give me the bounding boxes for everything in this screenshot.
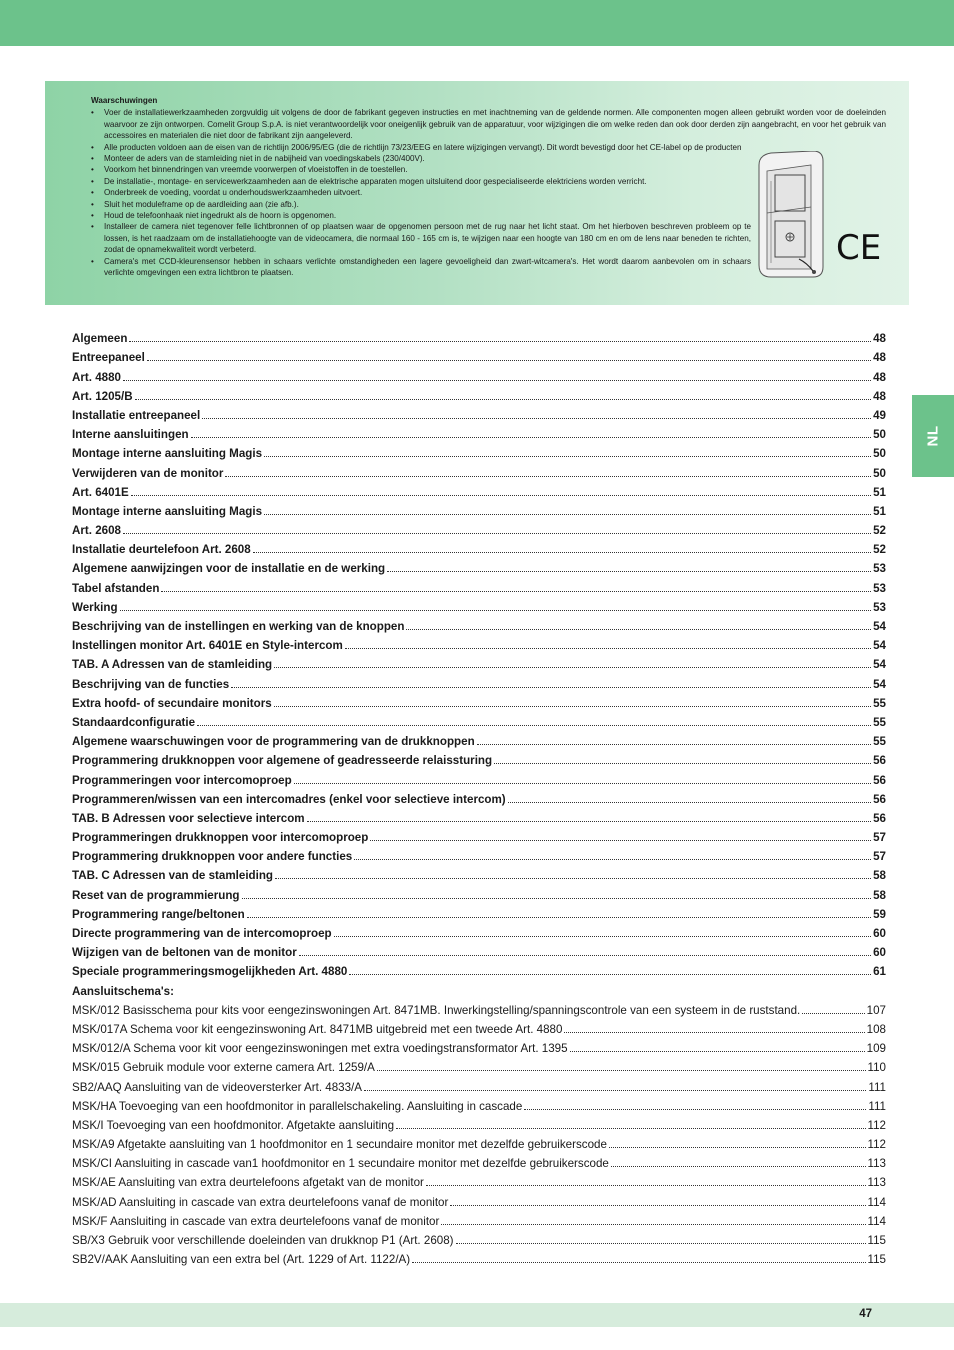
toc-dot-leader (611, 1166, 866, 1167)
toc-dot-leader (197, 725, 871, 726)
toc-dot-leader (387, 571, 871, 572)
toc-entry-title: MSK/CI Aansluiting in cascade van1 hoofdmonitor en 1 secundaire monitor met dezelfde gebruikerscode (72, 1157, 609, 1171)
toc-entry-page: 50 (873, 466, 886, 480)
toc-entry[interactable] (72, 652, 886, 671)
toc-entry[interactable] (72, 863, 886, 882)
toc-dot-leader (456, 1243, 866, 1244)
toc-entry-page: 115 (867, 1253, 886, 1267)
toc-entry-title: TAB. C Adressen van de stamleiding (72, 869, 274, 883)
toc-entry[interactable] (72, 902, 886, 921)
toc-dot-leader (450, 1205, 865, 1206)
toc-entry-page: 57 (873, 850, 886, 864)
toc-dot-leader (570, 1051, 865, 1052)
toc-dot-leader (412, 1262, 865, 1263)
toc-entry-title: Beschrijving van de functies (72, 677, 230, 691)
toc-entry-title: Programmeringen drukknoppen voor intercomoproep (72, 831, 369, 845)
toc-dot-leader (396, 1128, 865, 1129)
toc-entry-title: Programmering range/beltonen (72, 907, 245, 921)
toc-entry-title: Beschrijving van de instellingen en werking van de knoppen (72, 620, 405, 633)
toc-entry-page: 114 (867, 1214, 886, 1228)
toc-entry[interactable] (72, 959, 886, 978)
page-number: 47 (859, 1308, 872, 1320)
toc-entry[interactable] (72, 326, 886, 345)
toc-entry-title: SB2/AAQ Aansluiting van de videoversterker Art. 4833/A (72, 1080, 363, 1094)
toc-entry-page: 50 (873, 447, 886, 461)
toc-entry-title: Aansluitschema's: (72, 984, 174, 998)
toc-entry-title: Tabel afstanden (72, 581, 160, 595)
toc-dot-leader (334, 936, 871, 937)
toc-entry-page: 114 (867, 1195, 886, 1209)
warning-item: • Camera's met CCD-kleurensensor hebben in schaars verlichte omstandigheden een lagere gevoeligheid dan zwart-witcamera's. Het wordt daarom aanbevolen om in schaars verlichte omgevingen een extra lichtbron te plaatsen. (91, 256, 751, 279)
toc-entry-title: MSK/A9 Afgetakte aansluiting van 1 hoofdmonitor en 1 secundaire monitor met dezelfde gebruikerscode (72, 1138, 607, 1152)
toc-entry-title: MSK/HA Toevoeging van een hoofdmonitor in parallelschakeling. Aansluiting in cascade (72, 1099, 523, 1113)
toc-entry-page: 49 (873, 408, 886, 422)
toc-entry-page: 53 (873, 562, 886, 576)
toc-entry-page: 109 (866, 1042, 886, 1056)
toc-dot-leader (231, 687, 871, 688)
toc-entry[interactable] (72, 1170, 886, 1189)
toc-entry[interactable] (72, 729, 886, 748)
toc-dot-leader (120, 610, 872, 611)
language-tab (912, 395, 954, 477)
toc-entry[interactable] (72, 825, 886, 844)
toc-entry-title: Reset van de programmierung (72, 888, 240, 902)
toc-dot-leader (253, 552, 871, 553)
toc-entry-title: MSK/AD Aansluiting in cascade van extra deurtelefoons vanaf de monitor (72, 1195, 449, 1209)
toc-entry[interactable] (72, 1151, 886, 1170)
warning-item: • Installeer de camera niet tegenover felle lichtbronnen of op plaatsen waar de opgenomen persoon met de rug naar het licht staat. Om het hierboven beschreven probleem op te lossen, is het raadzaam om de installatiehoogte van de videocamera, die normaal 160 - 165 cm is, te wijzigen naar een hoogte van 180 cm en om de lens naar beneden te richten, zodat de opnamekwaliteit wordt verbeterd. (91, 221, 751, 255)
toc-entry[interactable] (72, 441, 886, 460)
toc-dot-leader (370, 840, 871, 841)
toc-entry-page: 50 (873, 428, 886, 442)
toc-dot-leader (161, 591, 871, 592)
toc-entry-title: Programmeringen voor intercomoproep (72, 773, 292, 787)
toc-dot-leader (441, 1224, 865, 1225)
toc-dot-leader (147, 360, 871, 361)
toc-entry[interactable] (72, 575, 886, 594)
toc-entry[interactable] (72, 940, 886, 959)
toc-entry-title: Directe programmering van de intercomoproep (72, 927, 332, 940)
toc-entry-page: 113 (867, 1157, 886, 1171)
toc-dot-leader (274, 667, 871, 668)
toc-entry[interactable] (72, 422, 886, 441)
toc-entry-page: 111 (868, 1099, 886, 1113)
toc-entry[interactable] (72, 364, 886, 383)
language-tab-label: NL (924, 425, 942, 447)
toc-entry-page: 57 (873, 831, 886, 845)
toc-entry[interactable] (72, 921, 886, 940)
toc-entry-page: 48 (873, 351, 886, 365)
toc-entry[interactable] (72, 460, 886, 479)
toc-entry-title: Algemene aanwijzingen voor de installatie en de werking (72, 562, 386, 576)
toc-entry-page: 58 (873, 888, 886, 902)
toc-dot-leader (225, 476, 871, 477)
toc-entry-title: MSK/015 Gebruik module voor externe camera Art. 1259/A (72, 1061, 375, 1075)
toc-entry-page: 59 (873, 907, 886, 921)
toc-entry-title: Installatie deurtelefoon Art. 2608 (72, 543, 251, 557)
toc-dot-leader (131, 495, 871, 496)
toc-dot-leader (264, 456, 871, 457)
toc-entry-page: 52 (873, 543, 886, 557)
toc-entry-title: MSK/017A Schema voor kit eengezinswoning Art. 8471MB uitgebreid met een tweede Art. 4880 (72, 1022, 563, 1036)
toc-dot-leader (123, 380, 871, 381)
toc-entry-title: MSK/I Toevoeging van een hoofdmonitor. Afgetakte aansluiting (72, 1118, 395, 1132)
toc-dot-leader (191, 437, 871, 438)
toc-entry-title: Art. 6401E (72, 485, 129, 499)
toc-entry-page: 48 (873, 332, 886, 346)
toc-entry[interactable] (72, 710, 886, 729)
toc-entry[interactable] (72, 767, 886, 786)
toc-entry-page: 55 (873, 696, 886, 710)
toc-entry-title: Entreepaneel (72, 351, 145, 365)
toc-entry[interactable] (72, 633, 886, 652)
toc-entry-page: 56 (873, 773, 886, 787)
toc-entry-title: MSK/AE Aansluiting van extra deurtelefoons afgetakt van de monitor (72, 1176, 424, 1190)
toc-entry-title: SB2V/AAK Aansluiting van een extra bel (Art. 1229 of Art. 1122/A) (72, 1253, 411, 1267)
toc-entry-title: Speciale programmeringsmogelijkheden Art. 4880 (72, 965, 348, 979)
toc-entry[interactable] (72, 1094, 886, 1113)
toc-dot-leader (242, 898, 872, 899)
toc-dot-leader (406, 629, 871, 630)
warning-item: • Voorkom het binnendringen van vreemde voorwerpen of vloeistoffen in de toestellen. (91, 164, 751, 175)
toc-entry-page: 60 (873, 946, 886, 960)
toc-entry[interactable] (72, 882, 886, 901)
toc-entry-page: 55 (873, 735, 886, 749)
toc-entry-title: Programmeren/wissen van een intercomadres (enkel voor selectieve intercom) (72, 792, 506, 806)
toc-entry[interactable] (72, 518, 886, 537)
toc-dot-leader (524, 1109, 866, 1110)
toc-entry-title: SB/X3 Gebruik voor verschillende doeleinden van drukknop P1 (Art. 2608) (72, 1234, 454, 1247)
toc-dot-leader (564, 1032, 864, 1033)
toc-entry[interactable] (72, 537, 886, 556)
toc-entry-title: Algemeen (72, 332, 128, 346)
toc-dot-leader (307, 821, 871, 822)
toc-dot-leader (508, 802, 871, 803)
toc-dot-leader (609, 1147, 866, 1148)
top-header-bar (0, 0, 954, 46)
toc-entry-page: 54 (873, 677, 886, 691)
toc-entry[interactable] (72, 748, 886, 767)
toc-entry-title: Programmering drukknoppen voor algemene of geadresseerde relaissturing (72, 754, 493, 768)
toc-entry[interactable] (72, 1228, 886, 1247)
toc-entry-title: MSK/F Aansluiting in cascade van extra deurtelefoons vanaf de monitor (72, 1214, 440, 1228)
toc-dot-leader (477, 744, 871, 745)
toc-entry-title: MSK/012 Basisschema pour kits voor eengezinswoningen Art. 8471MB. Inwerkingstelling/spanningscontrole van een systeem in de ruststand. (72, 1003, 801, 1017)
toc-entry-page: 56 (873, 754, 886, 768)
toc-dot-leader (274, 706, 871, 707)
ce-mark-icon (836, 229, 888, 263)
toc-dot-leader (264, 514, 871, 515)
toc-dot-leader (494, 763, 871, 764)
toc-entry[interactable] (72, 806, 886, 825)
toc-entry-title: Montage interne aansluiting Magis (72, 447, 263, 461)
warning-item: • Sluit het moduleframe op de aardleiding aan (zie afb.). (91, 199, 751, 210)
toc-entry[interactable] (72, 671, 886, 690)
toc-entry-title: Montage interne aansluiting Magis (72, 504, 263, 518)
toc-entry-title: TAB. B Adressen voor selectieve intercom (72, 811, 305, 825)
toc-entry[interactable] (72, 1055, 886, 1074)
toc-dot-leader (364, 1090, 866, 1091)
warnings-box (45, 81, 909, 305)
toc-entry[interactable] (72, 844, 886, 863)
warning-item: • Alle producten voldoen aan de eisen van de richtlijn 2006/95/EG (die de richtlijn 73/23/EEG en latere wijzigingen vervangt). Dit wordt bevestigd door het CE-label op de producten (91, 142, 751, 153)
toc-entry-page: 110 (867, 1061, 886, 1075)
toc-entry-title: Standaardconfiguratie (72, 715, 196, 729)
toc-entry[interactable] (72, 998, 886, 1017)
toc-entry[interactable] (72, 978, 886, 997)
toc-entry-page: 53 (873, 581, 886, 595)
toc-entry-title: Installatie entreepaneel (72, 408, 201, 422)
toc-entry[interactable] (72, 1209, 886, 1228)
toc-dot-leader (802, 1013, 864, 1014)
toc-entry-page: 56 (873, 792, 886, 806)
toc-entry-page: 112 (867, 1138, 886, 1152)
toc-entry-title: Programmering drukknoppen voor andere functies (72, 850, 353, 864)
toc-dot-leader (129, 341, 871, 342)
module-frame-earthing-icon (753, 151, 825, 279)
toc-entry-page: 58 (873, 869, 886, 883)
toc-entry-page: 113 (867, 1176, 886, 1190)
toc-entry-page: 56 (873, 811, 886, 825)
toc-entry[interactable] (72, 403, 886, 422)
toc-entry-page: 54 (873, 639, 886, 653)
toc-entry-title: MSK/012/A Schema voor kit voor eengezinswoningen met extra voedingstransformator Art. 1395 (72, 1042, 568, 1056)
toc-entry-page: 48 (873, 370, 886, 384)
toc-entry-title: TAB. A Adressen van de stamleiding (72, 658, 273, 672)
toc-entry-page: 53 (873, 600, 886, 614)
toc-entry-page: 51 (873, 485, 886, 499)
toc-entry-page: 52 (873, 524, 886, 538)
warning-item: • Monteer de aders van de stamleiding niet in de nabijheid van voedingskabels (230/400V). (91, 153, 751, 164)
warning-item: • Houd de telefoonhaak niet ingedrukt als de hoorn is opgenomen. (91, 210, 751, 221)
toc-entry-page: 51 (873, 504, 886, 518)
warning-item: • Onderbreek de voeding, voordat u onderhoudswerkzaamheden uitvoert. (91, 187, 751, 198)
warning-item: • Voer de installatiewerkzaamheden zorgvuldig uit volgens de door de fabrikant gegeven instructies en met inachtneming van de geldende normen. Alle componenten mogen alleen gebruikt worden voor de doeleinden waarvoor ze zijn ontworpen. Comelit Group S.p.A. is niet verantwoordelijk voor oneigenlijk gebruik van de apparatuur, voor wijzigingen die om welke reden dan ook door derden zijn aangebracht, en voor het gebruik van accessoires en materialen die niet door de fabrikant zijn aangeleverd. (91, 107, 886, 141)
toc-entry[interactable] (72, 1017, 886, 1036)
toc-dot-leader (354, 859, 871, 860)
footer-band (0, 1303, 954, 1327)
toc-entry-page: 111 (868, 1080, 886, 1094)
toc-entry[interactable] (72, 345, 886, 364)
toc-dot-leader (349, 974, 871, 975)
toc-entry-title: Art. 4880 (72, 370, 121, 384)
toc-entry-title: Art. 1205/B (72, 389, 133, 403)
toc-entry[interactable] (72, 499, 886, 518)
toc-entry-title: Wijzigen van de beltonen van de monitor (72, 946, 297, 960)
toc-entry[interactable] (72, 691, 886, 710)
toc-entry[interactable] (72, 1132, 886, 1151)
toc-entry-title: Extra hoofd- of secundaire monitors (72, 696, 272, 710)
toc-entry-title: Algemene waarschuwingen voor de programmering van de drukknoppen (72, 735, 475, 749)
toc-entry-title: Instellingen monitor Art. 6401E en Style-intercom (72, 639, 343, 653)
toc-entry[interactable] (72, 1074, 886, 1093)
toc-entry[interactable] (72, 1189, 886, 1208)
toc-dot-leader (275, 878, 871, 879)
toc-entry[interactable] (72, 614, 886, 633)
toc-dot-leader (426, 1185, 866, 1186)
toc-entry-page: 115 (867, 1234, 886, 1247)
toc-dot-leader (377, 1070, 866, 1071)
warning-item: • De installatie-, montage- en servicewerkzaamheden aan de elektrische apparaten mogen uitsluitend door gespecialiseerde elektriciens worden verricht. (91, 176, 751, 187)
toc-entry[interactable] (72, 1036, 886, 1055)
toc-entry-page: 54 (873, 620, 886, 633)
toc-entry[interactable] (72, 787, 886, 806)
toc-entry[interactable] (72, 556, 886, 575)
toc-entry-page: 107 (866, 1003, 886, 1017)
toc-dot-leader (202, 418, 871, 419)
toc-entry-title: Verwijderen van de monitor (72, 466, 224, 480)
toc-entry-page: 108 (866, 1022, 886, 1036)
toc-entry[interactable] (72, 595, 886, 614)
warnings-title: Waarschuwingen (91, 96, 158, 105)
toc-dot-leader (123, 533, 871, 534)
toc-entry-page: 55 (873, 715, 886, 729)
toc-entry-page: 60 (873, 927, 886, 940)
toc-entry-title: Werking (72, 600, 118, 614)
toc-dot-leader (345, 648, 871, 649)
toc-entry[interactable] (72, 480, 886, 499)
table-of-contents (72, 326, 886, 1266)
toc-entry[interactable] (72, 1247, 886, 1266)
toc-dot-leader (135, 399, 872, 400)
toc-dot-leader (247, 917, 871, 918)
toc-entry-page: 61 (873, 965, 886, 979)
toc-entry-page: 112 (867, 1118, 886, 1132)
toc-entry-page: 54 (873, 658, 886, 672)
toc-entry-title: Interne aansluitingen (72, 428, 189, 442)
toc-entry-title: Art. 2608 (72, 524, 121, 538)
toc-entry[interactable] (72, 384, 886, 403)
toc-dot-leader (299, 955, 871, 956)
toc-entry[interactable] (72, 1113, 886, 1132)
toc-entry-page: 48 (873, 389, 886, 403)
toc-dot-leader (294, 783, 871, 784)
ce-mark-text: CE (836, 229, 882, 263)
